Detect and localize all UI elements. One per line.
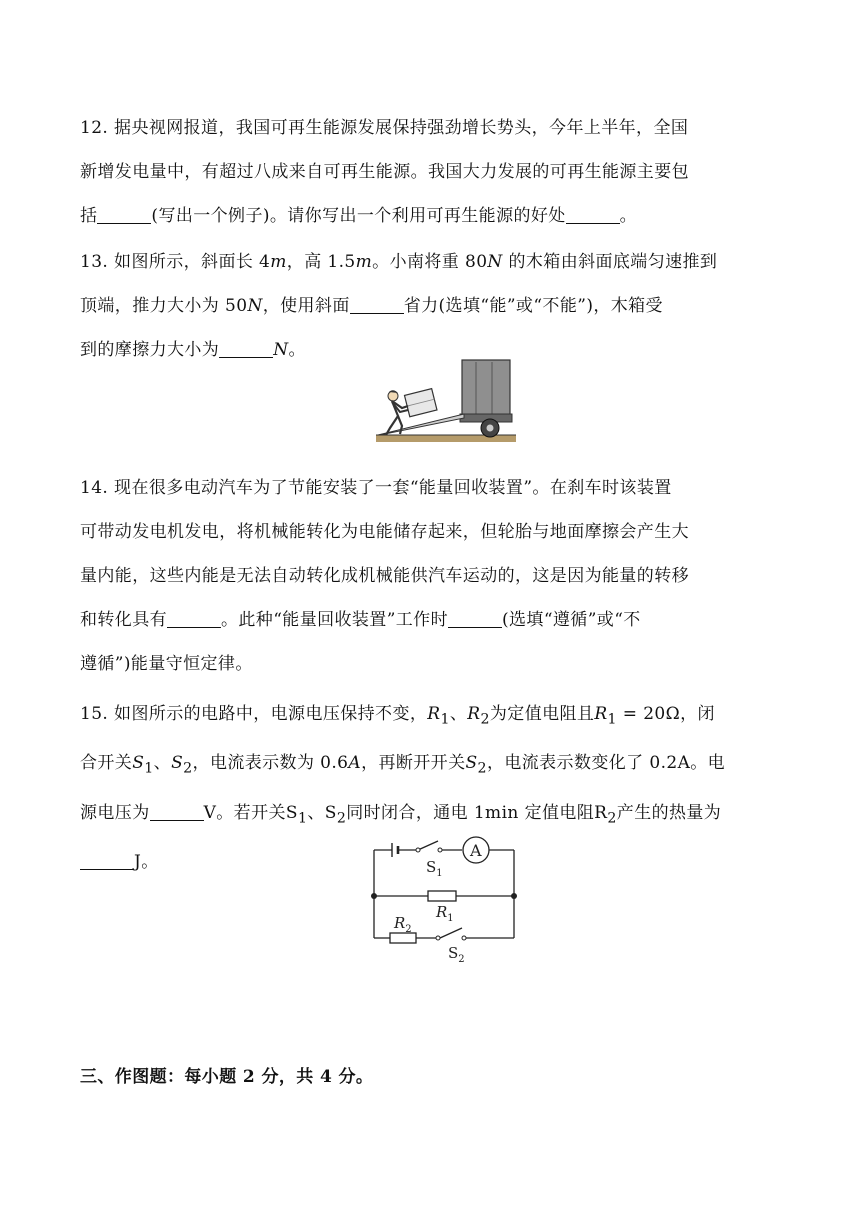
answer-blank[interactable] [350, 293, 404, 314]
switch-contact [438, 848, 442, 852]
label-subscript: 1 [447, 913, 454, 924]
q15-text: ，电流表示数为 0.6 [192, 753, 349, 774]
incline-ramp-figure [376, 356, 516, 446]
q13-text: 顶端，推力大小为 50 [80, 296, 248, 316]
label-subscript: 2 [405, 924, 412, 935]
symbol-s: S [171, 753, 184, 774]
symbol-r: R [594, 704, 608, 724]
q13-text: ，高 1.5 [286, 252, 356, 272]
q15-line2 [80, 741, 782, 790]
question-12 [80, 106, 782, 238]
switch-contact [436, 936, 440, 940]
q15-text: 源电压为 [80, 802, 150, 823]
unit-n: N [273, 340, 289, 360]
symbol-s: S [465, 753, 478, 774]
subscript: 1 [297, 810, 308, 827]
unit-m: m [355, 252, 373, 272]
symbol-r: R [467, 704, 481, 724]
resistor-r1 [428, 891, 456, 901]
q15-text: ，电流表示数变化了 0.2A。电 [486, 753, 726, 774]
q13-text: 13. 如图所示，斜面长 4 [80, 252, 271, 272]
subscript: 2 [183, 760, 193, 777]
q15-text: 、S [307, 802, 337, 823]
unit-m: m [270, 252, 287, 272]
q14-line5: 遵循”)能量守恒定律。 [80, 654, 253, 674]
q13-text: ，使用斜面 [262, 296, 350, 316]
question-14 [80, 466, 782, 686]
q13-text: 。小南将重 80 [372, 252, 488, 272]
subscript: 1 [607, 711, 617, 728]
switch-s1-label [426, 858, 443, 879]
answer-blank[interactable] [80, 849, 134, 870]
q13-text: 到的摩擦力大小为 [80, 340, 220, 360]
label-letter: R [394, 914, 406, 932]
q15-text: 、 [153, 753, 172, 774]
label-subscript: 1 [436, 868, 443, 879]
q15-line1 [80, 692, 782, 741]
q15-text: ，再断开开关 [361, 753, 466, 774]
symbol-s: S [132, 753, 145, 774]
junction-dot [511, 893, 517, 899]
q12-text-a: 括 [80, 206, 98, 226]
section-heading-drawing: 三、作图题：每小题 2 分，共 4 分。 [80, 1067, 374, 1087]
q13-text: 省力(选填“能”或“不能”)，木箱受 [403, 296, 663, 316]
switch-s1-blade [418, 841, 438, 850]
subscript: 2 [480, 711, 490, 728]
label-subscript: 2 [458, 954, 465, 964]
q14-line4 [80, 598, 782, 642]
label-letter: S [448, 944, 459, 962]
resistor-r2-label [393, 914, 412, 935]
subscript: 2 [336, 810, 347, 827]
answer-blank[interactable] [566, 203, 620, 224]
unit-a: A [348, 753, 362, 774]
q13-line2 [80, 284, 782, 328]
q15-text: 、 [449, 704, 468, 724]
answer-blank[interactable] [219, 337, 273, 358]
subscript: 1 [144, 760, 154, 777]
circuit-diagram [366, 832, 526, 964]
q15-text: 产生的热量为 [616, 802, 722, 823]
answer-blank[interactable] [150, 800, 204, 821]
q14-text: 。此种“能量回收装置”工作时 [221, 610, 448, 630]
q15-text: V。若开关S [203, 802, 298, 823]
q14-line1: 14. 现在很多电动汽车为了节能安装了一套“能量回收装置”。在刹车时该装置 [80, 478, 672, 498]
unit-n: N [247, 296, 263, 316]
q14-text: (选填“遵循”或“不 [501, 610, 641, 630]
answer-blank[interactable] [97, 203, 151, 224]
q13-text: 。 [288, 340, 306, 360]
q14-line2: 可带动发电机发电，将机械能转化为电能储存起来，但轮胎与地面摩擦会产生大 [80, 522, 689, 542]
wooden-crate [404, 389, 436, 417]
q12-line1: 12. 据央视网报道，我国可再生能源发展保持强劲增长势头，今年上半年，全国 [80, 118, 689, 138]
q14-text: 和转化具有 [80, 610, 167, 630]
question-13 [80, 240, 782, 372]
q12-text-b: (写出一个例子)。请你写出一个利用可再生能源的好处 [151, 206, 566, 226]
q15-text: = 20Ω，闭 [616, 704, 715, 724]
truck-cargo-box [462, 360, 510, 416]
resistor-r2 [390, 933, 416, 943]
subscript: 2 [477, 760, 487, 777]
subscript: 2 [607, 810, 617, 827]
subscript: 1 [440, 711, 450, 728]
switch-s2-label [448, 944, 465, 964]
ammeter-label: A [470, 841, 482, 860]
q12-text-c: 。 [619, 206, 638, 226]
junction-dot [371, 893, 377, 899]
q12-line2: 新增发电量中，有超过八成来自可再生能源。我国大力发展的可再生能源主要包 [80, 162, 689, 182]
wheel-hub [487, 425, 494, 432]
label-letter: S [426, 858, 437, 876]
label-letter: R [436, 903, 448, 921]
switch-s2-blade [440, 928, 462, 938]
q15-text: 合开关 [80, 753, 133, 774]
symbol-r: R [427, 704, 441, 724]
answer-blank[interactable] [448, 607, 502, 628]
q15-text: 同时闭合，通电 1min 定值电阻R [346, 802, 608, 823]
answer-blank[interactable] [167, 607, 221, 628]
switch-contact [462, 936, 466, 940]
q14-line3: 量内能，这些内能是无法自动转化成机械能供汽车运动的，这是因为能量的转移 [80, 566, 689, 586]
unit-n: N [487, 252, 503, 272]
q15-text: 为定值电阻且 [489, 704, 595, 724]
q13-line1 [80, 240, 782, 284]
q15-text: 15. 如图所示的电路中，电源电压保持不变， [80, 704, 428, 724]
q13-text: 的木箱由斜面底端匀速推到 [502, 252, 718, 272]
q15-text: J。 [134, 852, 159, 873]
q12-line3 [80, 194, 782, 238]
switch-contact [416, 848, 420, 852]
ramp [378, 414, 464, 435]
resistor-r1-label [435, 903, 454, 924]
